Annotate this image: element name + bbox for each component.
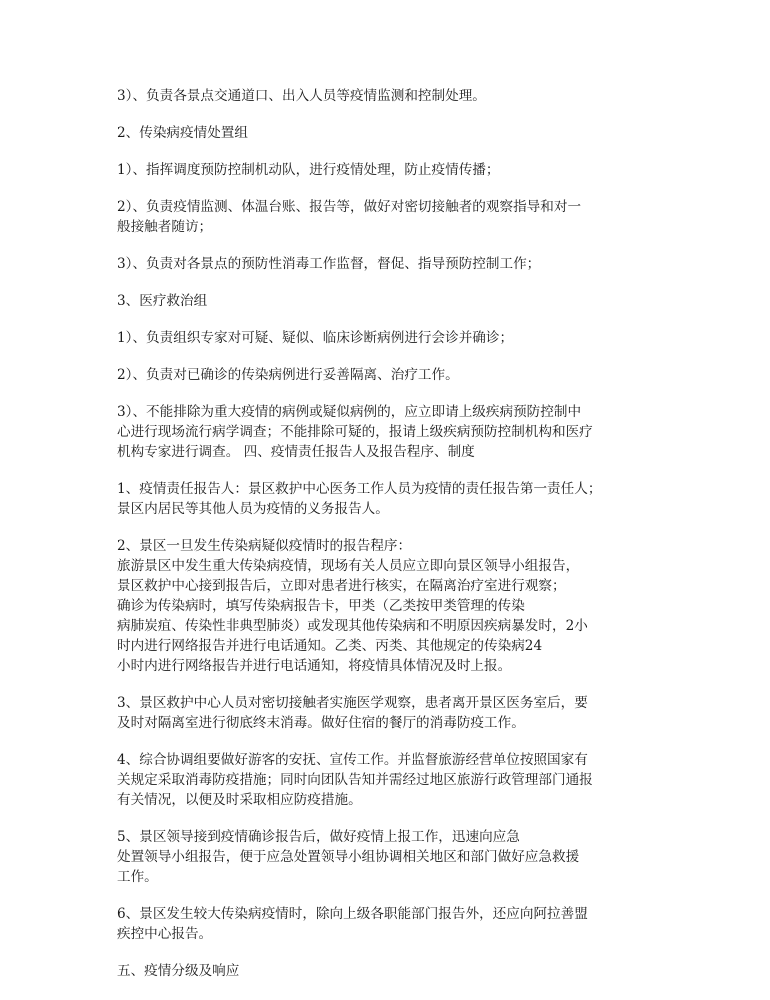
paragraph [117,750,657,810]
text-line: 3、医疗救治组 [117,293,208,309]
text-line: 关规定采取消毒防疫措施；同时向团队告知并需经过地区旅游行政管理部门通报 [117,772,593,788]
text-line: 旅游景区中发生重大传染病疫情，现场有关人员应立即向景区领导小组报告， [117,558,580,574]
text-line: 2、景区一旦发生传染病疑似疫情时的报告程序： [117,538,412,554]
text-line: 小时内进行网络报告并进行电话通知，将疫情具体情况及时上报。 [117,658,512,674]
paragraph [117,536,657,676]
paragraph [117,254,657,274]
paragraph [117,827,657,887]
paragraph [117,693,657,733]
text-line: 时内进行网络报告并进行电话通知。乙类、丙类、其他规定的传染病24 [117,638,543,654]
text-line: 2、传染病疫情处置组 [117,125,248,141]
text-line: 3）、负责各景点交通道口、出入人员等疫情监测和控制处理。 [117,88,486,104]
paragraph [117,961,657,981]
text-line: 景区救护中心接到报告后，立即对患者进行核实，在隔离治疗室进行观察； [117,578,566,594]
text-line: 及时对隔离室进行彻底终末消毒。做好住宿的餐厅的消毒防疫工作。 [117,715,525,731]
paragraph [117,328,657,348]
text-line: 疾控中心报告。 [117,926,213,942]
text-line: 3、景区救护中心人员对密切接触者实施医学观察，患者离开景区医务室后，要 [117,695,588,711]
paragraph [117,479,657,519]
paragraph [117,160,657,180]
text-line: 2）、负责疫情监测、体温台账、报告等，做好对密切接触者的观察指导和对一 [117,199,582,215]
text-line: 心进行现场流行病学调查；不能排除可疑的，报请上级疾病预防控制机构和医疗 [117,424,593,440]
text-line: 般接触者随访； [117,219,213,235]
text-line: 1）、负责组织专家对可疑、疑似、临床诊断病例进行会诊并确诊； [117,330,514,346]
paragraph [117,365,657,385]
paragraph [117,86,657,106]
text-line: 确诊为传染病时，填写传染病报告卡，甲类（乙类按甲类管理的传染 [117,598,525,614]
text-line: 3）、不能排除为重大疫情的病例或疑似病例的，应立即请上级疾病预防控制中 [117,404,582,420]
text-line: 3）、负责对各景点的预防性消毒工作监督，督促、指导预防控制工作； [117,256,541,272]
text-line: 机构专家进行调查。 四、疫情责任报告人及报告程序、制度 [117,444,475,460]
text-line: 2）、负责对已确诊的传染病例进行妥善隔离、治疗工作。 [117,367,459,383]
paragraph [117,402,657,462]
paragraph [117,123,657,143]
text-line: 处置领导小组报告，便于应急处置领导小组协调相关地区和部门做好应急救援 [117,849,580,865]
text-line: 景区内居民等其他人员为疫情的义务报告人。 [117,501,389,517]
document-body [117,86,657,998]
text-line: 工作。 [117,869,158,885]
paragraph [117,291,657,311]
text-line: 5、景区领导接到疫情确诊报告后，做好疫情上报工作，迅速向应急 [117,829,520,845]
text-line: 有关情况，以便及时采取相应防疫措施。 [117,792,362,808]
text-line: 1、疫情责任报告人：景区救护中心医务工作人员为疫情的责任报告第一责任人； [117,481,602,497]
text-line: 病肺炭疽、传染性非典型肺炎）或发现其他传染病和不明原因疾病暴发时，2小 [117,618,588,634]
text-line: 6、景区发生较大传染病疫情时，除向上级各职能部门报告外，还应向阿拉善盟 [117,906,588,922]
text-line: 4、综合协调组要做好游客的安抚、宣传工作。并监督旅游经营单位按照国家有 [117,752,588,768]
paragraph [117,904,657,944]
text-line: 1）、指挥调度预防控制机动队，进行疫情处理，防止疫情传播； [117,162,500,178]
paragraph [117,197,657,237]
text-line: 五、疫情分级及响应 [117,963,240,979]
